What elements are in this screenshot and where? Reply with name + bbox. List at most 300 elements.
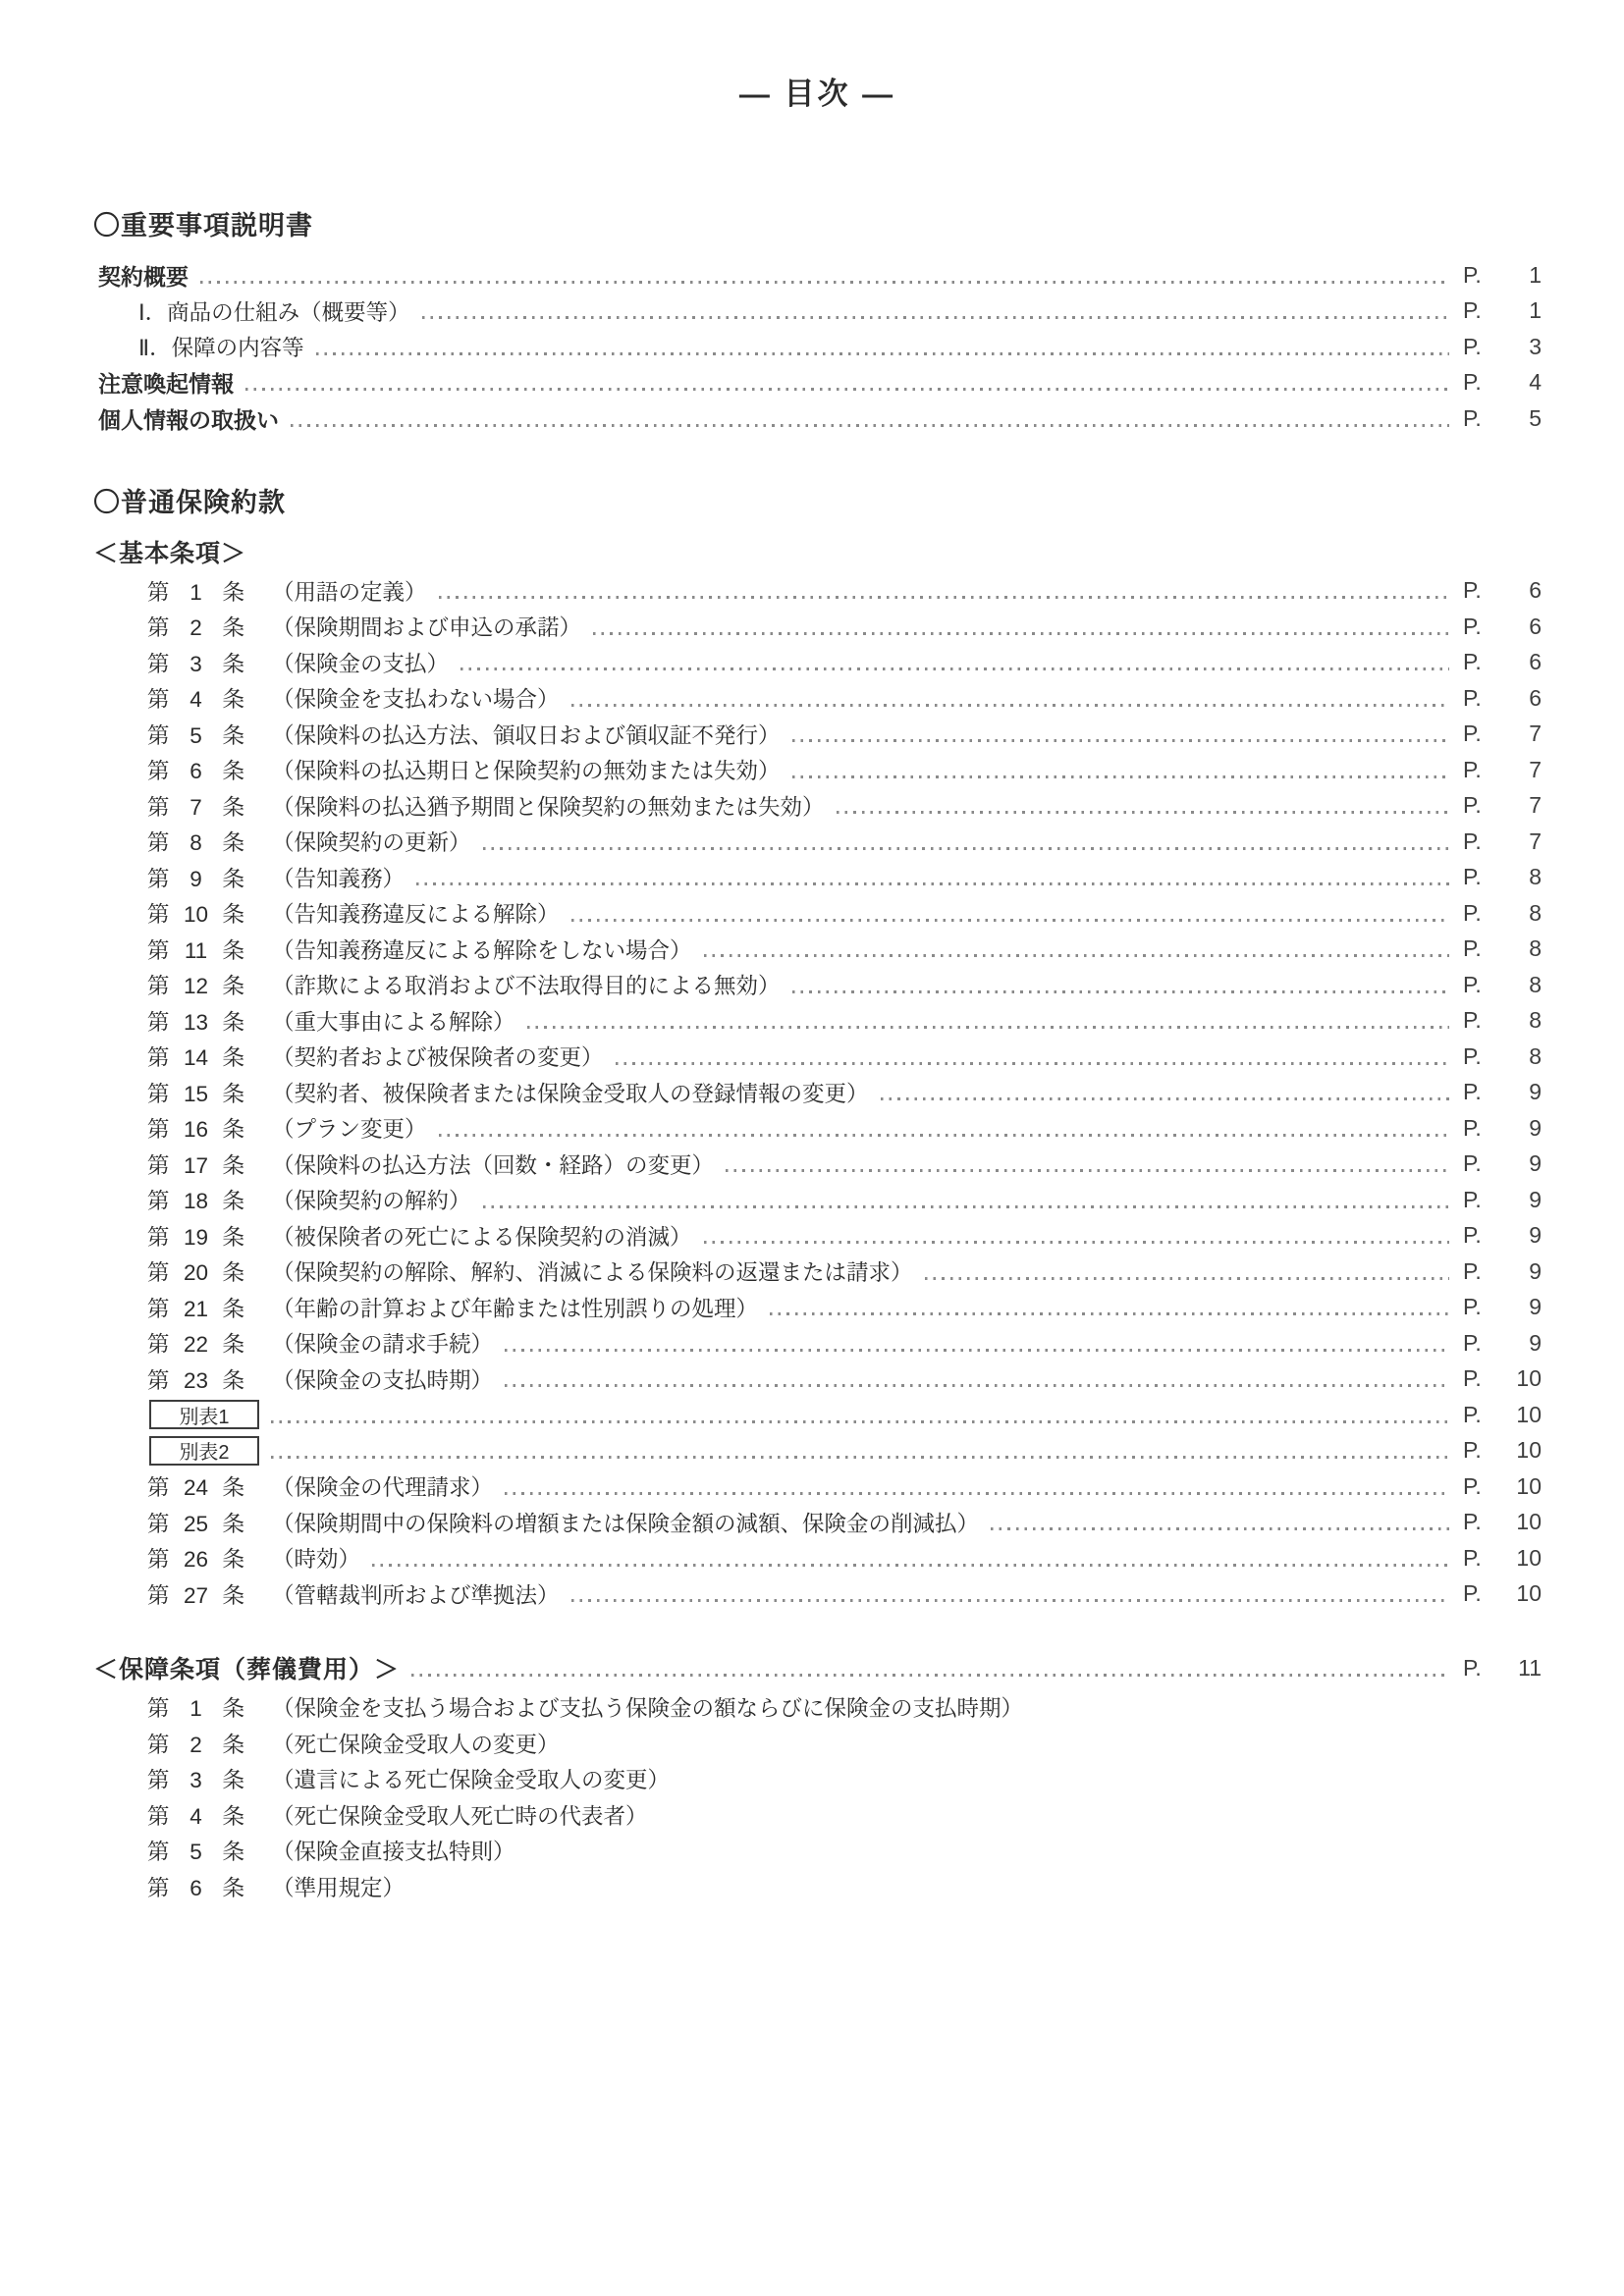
- page-prefix: P.: [1463, 684, 1482, 711]
- article-no-prefix: 第: [147, 759, 170, 784]
- toc-row: [93, 294, 1542, 330]
- leader-dots: [881, 1097, 1449, 1100]
- article-number: 10: [184, 902, 209, 928]
- toc-row: [93, 1869, 1542, 1905]
- page-value: 7: [1529, 792, 1542, 819]
- page-prefix: P.: [1463, 899, 1482, 926]
- leader-dots: [271, 1420, 1449, 1423]
- toc-row-label: 個人情報の取扱い: [98, 406, 279, 433]
- page-number: [1463, 828, 1542, 855]
- article-no-suffix: 条: [222, 1260, 245, 1286]
- toc-row: [93, 824, 1542, 860]
- article-no-prefix: 第: [147, 651, 170, 676]
- article-no-suffix: 条: [222, 794, 245, 820]
- article-no-prefix: 第: [147, 1332, 170, 1358]
- page-value: 10: [1516, 1580, 1542, 1607]
- page-value: 3: [1529, 333, 1542, 359]
- article-number: 3: [189, 651, 202, 676]
- toc-row: [93, 1039, 1542, 1075]
- leader-dots: [460, 667, 1449, 670]
- leader-dots: [439, 1134, 1449, 1137]
- article-no-suffix: 条: [222, 1803, 245, 1829]
- article-label: [147, 897, 560, 929]
- article-title: （保険期間および申込の承諾）: [272, 615, 582, 641]
- toc-row: [93, 400, 1542, 437]
- toc-row: [93, 1290, 1542, 1326]
- page-number: [1463, 1473, 1542, 1500]
- article-title: （管轄裁判所および準拠法）: [272, 1582, 560, 1608]
- article-title: （契約者および被保険者の変更）: [272, 1045, 604, 1071]
- article-no-suffix: 条: [222, 1840, 245, 1865]
- leader-dots: [416, 882, 1449, 885]
- page-prefix: P.: [1463, 756, 1482, 782]
- toc-row-label: Ⅱ．保障の内容等: [138, 336, 304, 361]
- toc-row: [93, 1254, 1542, 1290]
- page-number: [1463, 262, 1542, 289]
- article-number: 14: [184, 1045, 209, 1071]
- page-number: [1463, 369, 1542, 396]
- page-number: [1463, 757, 1542, 783]
- article-no-prefix: 第: [147, 1475, 170, 1501]
- toc-row: [93, 1505, 1542, 1541]
- article-title: （保険料の払込期日と保険契約の無効または失効）: [272, 759, 781, 784]
- article-no-suffix: 条: [222, 1332, 245, 1358]
- page-value: 6: [1529, 684, 1542, 711]
- page-prefix: P.: [1463, 1294, 1482, 1320]
- article-title: （保険金の支払時期）: [272, 1367, 494, 1393]
- page-prefix: P.: [1463, 613, 1482, 639]
- article-label: [147, 1763, 670, 1794]
- toc-row: [93, 895, 1542, 932]
- article-title: （準用規定）: [272, 1875, 406, 1900]
- article-label: [147, 934, 692, 965]
- page-number: [1463, 614, 1542, 640]
- article-no-suffix: 条: [222, 1224, 245, 1250]
- page-value: 8: [1529, 971, 1542, 997]
- article-no-suffix: 条: [222, 866, 245, 891]
- page-value: 6: [1529, 613, 1542, 639]
- leader-dots: [616, 1062, 1449, 1065]
- article-no-prefix: 第: [147, 1367, 170, 1393]
- article-no-prefix: 第: [147, 687, 170, 713]
- section-heading: 〇重要事項説明書: [93, 211, 313, 240]
- leader-dots: [505, 1384, 1449, 1387]
- article-title: （告知義務違反による解除）: [272, 902, 560, 928]
- article-title: （保険金を支払う場合および支払う保険金の額ならびに保険金の支払時期）: [272, 1696, 1024, 1722]
- toc-row: [93, 1362, 1542, 1398]
- page-number: [1463, 1294, 1542, 1320]
- page-number: [1463, 1150, 1542, 1177]
- page-value: 10: [1516, 1472, 1542, 1499]
- page-prefix: P.: [1463, 1257, 1482, 1284]
- article-no-suffix: 条: [222, 1511, 245, 1536]
- page-number: [1463, 972, 1542, 998]
- article-label: [147, 1363, 493, 1395]
- leader-dots: [837, 811, 1449, 814]
- article-label: [147, 719, 781, 750]
- leader-dots: [571, 1599, 1449, 1602]
- leader-dots: [527, 1026, 1449, 1029]
- article-title: （契約者、被保険者または保険金受取人の登録情報の変更）: [272, 1081, 869, 1106]
- article-label: [147, 1292, 758, 1323]
- article-no-prefix: 第: [147, 1511, 170, 1536]
- page-number: [1463, 900, 1542, 927]
- article-no-suffix: 条: [222, 615, 245, 641]
- page-prefix: P.: [1463, 1042, 1482, 1069]
- page-value: 10: [1516, 1509, 1542, 1535]
- toc-row: [93, 1110, 1542, 1147]
- appendix-box: 別表2: [149, 1436, 259, 1466]
- article-no-prefix: 第: [147, 615, 170, 641]
- article-label: [147, 754, 781, 785]
- article-number: 18: [184, 1189, 209, 1214]
- article-no-suffix: 条: [222, 687, 245, 713]
- leader-dots: [726, 1169, 1449, 1172]
- toc-row: [93, 257, 1542, 294]
- section-heading: 〇普通保険約款: [93, 487, 286, 517]
- page-prefix: P.: [1463, 404, 1482, 431]
- article-number: 20: [184, 1260, 209, 1286]
- article-no-prefix: 第: [147, 1840, 170, 1865]
- article-no-prefix: 第: [147, 1768, 170, 1793]
- leader-dots: [372, 1564, 1449, 1567]
- leader-dots: [571, 704, 1449, 707]
- article-label: [147, 1255, 913, 1287]
- page-value: 7: [1529, 828, 1542, 854]
- article-no-suffix: 条: [222, 1696, 245, 1722]
- toc-rows: [93, 1689, 1542, 1904]
- page-number: [1463, 1043, 1542, 1070]
- article-label: [147, 1041, 604, 1072]
- article-no-prefix: 第: [147, 1117, 170, 1143]
- page-number: [1463, 577, 1542, 604]
- article-no-prefix: 第: [147, 1296, 170, 1321]
- toc-row-label: 契約概要: [98, 263, 189, 290]
- page-prefix: P.: [1463, 297, 1482, 324]
- toc-row: [93, 967, 1542, 1003]
- subsection-heading: ＜保障条項（葬儀費用）＞: [93, 1656, 401, 1683]
- page-prefix: P.: [1463, 828, 1482, 854]
- article-number: 4: [189, 687, 202, 713]
- article-no-suffix: 条: [222, 1045, 245, 1071]
- page-value: 9: [1529, 1257, 1542, 1284]
- page-prefix: P.: [1463, 1401, 1482, 1427]
- page-prefix: P.: [1463, 1007, 1482, 1034]
- page-number: [1463, 405, 1542, 432]
- article-label: [147, 1871, 405, 1902]
- toc-row: [93, 1218, 1542, 1255]
- article-number: 9: [189, 866, 202, 891]
- article-no-suffix: 条: [222, 937, 245, 963]
- leader-dots: [505, 1492, 1449, 1495]
- page-prefix: P.: [1463, 577, 1482, 604]
- page-value: 9: [1529, 1114, 1542, 1141]
- page-value: 9: [1529, 1294, 1542, 1320]
- article-label: [147, 647, 449, 678]
- toc-row: [93, 1689, 1542, 1726]
- toc-row: [93, 1761, 1542, 1797]
- leader-dots: [792, 990, 1449, 993]
- article-title: （保険料の払込方法（回数・経路）の変更）: [272, 1152, 715, 1178]
- article-label: [147, 575, 427, 607]
- leader-dots: [483, 1205, 1449, 1208]
- article-number: 4: [189, 1803, 202, 1829]
- article-no-suffix: 条: [222, 1081, 245, 1106]
- article-number: 24: [184, 1475, 209, 1501]
- article-title: （告知義務）: [272, 866, 406, 891]
- article-title: （重大事由による解除）: [272, 1009, 515, 1035]
- page-number: [1463, 1365, 1542, 1392]
- toc-row: [93, 752, 1542, 788]
- toc-row: [93, 1576, 1542, 1613]
- article-no-suffix: 条: [222, 1367, 245, 1393]
- page-prefix: P.: [1463, 1079, 1482, 1105]
- page-prefix: P.: [1463, 1580, 1482, 1607]
- article-no-suffix: 条: [222, 1296, 245, 1321]
- article-number: 2: [189, 1732, 202, 1757]
- page-number: [1463, 685, 1542, 712]
- article-no-prefix: 第: [147, 1189, 170, 1214]
- article-no-prefix: 第: [147, 1803, 170, 1829]
- toc-row: [93, 1325, 1542, 1362]
- page-prefix: P.: [1463, 1114, 1482, 1141]
- article-no-prefix: 第: [147, 1045, 170, 1071]
- article-title: （保険契約の更新）: [272, 830, 471, 856]
- article-number: 19: [184, 1224, 209, 1250]
- article-number: 21: [184, 1296, 209, 1321]
- article-number: 15: [184, 1081, 209, 1106]
- leader-dots: [792, 775, 1449, 778]
- toc-row: [93, 932, 1542, 968]
- toc-row: [93, 788, 1542, 825]
- page-prefix: P.: [1463, 1509, 1482, 1535]
- article-no-prefix: 第: [147, 937, 170, 963]
- article-no-suffix: 条: [222, 1582, 245, 1608]
- article-no-prefix: 第: [147, 579, 170, 605]
- page-number: [1463, 1655, 1542, 1682]
- article-label: [147, 1578, 560, 1610]
- article-number: 27: [184, 1582, 209, 1608]
- article-no-suffix: 条: [222, 1009, 245, 1035]
- toc-row: [93, 329, 1542, 365]
- page-value: 10: [1516, 1365, 1542, 1392]
- article-number: 12: [184, 974, 209, 999]
- article-label: [147, 611, 581, 642]
- article-label: [147, 1542, 360, 1574]
- page-number: [1463, 1258, 1542, 1285]
- page-prefix: P.: [1463, 935, 1482, 962]
- article-no-prefix: 第: [147, 1009, 170, 1035]
- page-number: [1463, 1402, 1542, 1428]
- page-value: 9: [1529, 1186, 1542, 1212]
- article-number: 17: [184, 1152, 209, 1178]
- page-value: 8: [1529, 1007, 1542, 1034]
- leader-dots: [483, 847, 1449, 850]
- toc-row: [93, 645, 1542, 681]
- page-value: 9: [1529, 1222, 1542, 1249]
- leader-dots: [271, 1456, 1449, 1459]
- article-no-prefix: 第: [147, 1224, 170, 1250]
- article-label: [147, 1799, 648, 1831]
- leader-dots: [200, 281, 1449, 284]
- page-value: 1: [1529, 297, 1542, 324]
- article-no-prefix: 第: [147, 1696, 170, 1722]
- subsection-heading-row: [93, 1650, 1542, 1685]
- article-number: 23: [184, 1367, 209, 1393]
- page-prefix: P.: [1463, 1472, 1482, 1499]
- toc-row: [93, 1833, 1542, 1869]
- article-label: [147, 1220, 692, 1252]
- article-title: （時効）: [272, 1547, 361, 1573]
- article-title: （保険契約の解約）: [272, 1189, 471, 1214]
- article-no-suffix: 条: [222, 1547, 245, 1573]
- page-number: [1463, 1115, 1542, 1142]
- article-no-suffix: 条: [222, 579, 245, 605]
- article-no-prefix: 第: [147, 794, 170, 820]
- page-number: [1463, 721, 1542, 747]
- article-no-prefix: 第: [147, 1582, 170, 1608]
- page-value: 10: [1516, 1544, 1542, 1571]
- article-label: [147, 1728, 560, 1759]
- page-value: 4: [1529, 369, 1542, 396]
- article-no-prefix: 第: [147, 1081, 170, 1106]
- article-number: 25: [184, 1511, 209, 1536]
- article-title: （死亡保険金受取人死亡時の代表者）: [272, 1803, 648, 1829]
- page-prefix: P.: [1463, 864, 1482, 890]
- toc-row: [93, 609, 1542, 645]
- page-prefix: P.: [1463, 1437, 1482, 1464]
- article-number: 16: [184, 1117, 209, 1143]
- page-value: 7: [1529, 721, 1542, 747]
- page-value: 6: [1529, 577, 1542, 604]
- toc-row: [93, 573, 1542, 610]
- page-number: [1463, 297, 1542, 324]
- toc-rows: [93, 573, 1542, 1613]
- page-value: 8: [1529, 864, 1542, 890]
- page-value: 11: [1518, 1654, 1542, 1681]
- article-label: [147, 862, 405, 893]
- article-no-suffix: 条: [222, 722, 245, 748]
- article-title: （年齢の計算および年齢または性別誤りの処理）: [272, 1296, 759, 1321]
- article-number: 8: [189, 830, 202, 856]
- article-title: （プラン変更）: [272, 1117, 427, 1143]
- page-prefix: P.: [1463, 649, 1482, 675]
- article-label: [147, 969, 781, 1000]
- article-no-suffix: 条: [222, 759, 245, 784]
- page-value: 8: [1529, 899, 1542, 926]
- article-label: [147, 682, 560, 714]
- article-no-prefix: 第: [147, 1732, 170, 1757]
- article-number: 3: [189, 1768, 202, 1793]
- page-prefix: P.: [1463, 1186, 1482, 1212]
- page-value: 9: [1529, 1329, 1542, 1356]
- leader-dots: [704, 954, 1449, 957]
- page-prefix: P.: [1463, 1544, 1482, 1571]
- page-prefix: P.: [1463, 1329, 1482, 1356]
- toc-row: [93, 1433, 1542, 1469]
- page-number: [1463, 334, 1542, 360]
- page-value: 9: [1529, 1079, 1542, 1105]
- article-no-suffix: 条: [222, 1152, 245, 1178]
- article-title: （保険金直接支払特則）: [272, 1840, 515, 1865]
- toc-row: [93, 1182, 1542, 1218]
- article-number: 2: [189, 615, 202, 641]
- article-no-suffix: 条: [222, 651, 245, 676]
- article-label: [147, 1112, 427, 1144]
- article-no-prefix: 第: [147, 1875, 170, 1900]
- article-number: 7: [189, 794, 202, 820]
- article-no-prefix: 第: [147, 722, 170, 748]
- toc-row: [93, 1397, 1542, 1433]
- page-value: 7: [1529, 756, 1542, 782]
- article-number: 5: [189, 1840, 202, 1865]
- leader-dots: [245, 388, 1449, 391]
- toc-row-label: 注意喚起情報: [98, 371, 234, 398]
- article-no-suffix: 条: [222, 902, 245, 928]
- article-no-prefix: 第: [147, 902, 170, 928]
- toc-row: [93, 1003, 1542, 1040]
- article-title: （保険契約の解除、解約、消滅による保険料の返還または請求）: [272, 1260, 913, 1286]
- article-title: （保険金の支払）: [272, 651, 450, 676]
- article-number: 1: [189, 579, 202, 605]
- article-title: （告知義務違反による解除をしない場合）: [272, 937, 692, 963]
- toc-row: [93, 1468, 1542, 1505]
- leader-dots: [571, 919, 1449, 922]
- page-prefix: P.: [1463, 261, 1482, 288]
- article-no-prefix: 第: [147, 1547, 170, 1573]
- page-prefix: P.: [1463, 369, 1482, 396]
- article-number: 13: [184, 1009, 209, 1035]
- leader-dots: [925, 1277, 1449, 1280]
- leader-dots: [505, 1349, 1449, 1352]
- page-prefix: P.: [1463, 1150, 1482, 1177]
- article-title: （保険金の請求手続）: [272, 1332, 494, 1358]
- page-number: [1463, 935, 1542, 962]
- page-number: [1463, 1580, 1542, 1607]
- article-title: （保険期間中の保険料の増額または保険金額の減額、保険金の削減払）: [272, 1511, 980, 1536]
- page-title: — 目次 —: [738, 77, 896, 111]
- leader-dots: [422, 316, 1449, 319]
- leader-dots: [792, 739, 1449, 742]
- article-no-suffix: 条: [222, 1117, 245, 1143]
- toc-row: [93, 1797, 1542, 1834]
- page-number: [1463, 649, 1542, 675]
- article-label: [147, 1470, 493, 1502]
- page-value: 8: [1529, 1042, 1542, 1069]
- article-no-prefix: 第: [147, 974, 170, 999]
- article-no-prefix: 第: [147, 866, 170, 891]
- article-number: 1: [189, 1696, 202, 1722]
- article-no-suffix: 条: [222, 1768, 245, 1793]
- leader-dots: [991, 1527, 1449, 1530]
- article-no-suffix: 条: [222, 1189, 245, 1214]
- page-value: 8: [1529, 935, 1542, 962]
- article-label: [147, 1327, 493, 1359]
- article-title: （保険料の払込方法、領収日および領収証不発行）: [272, 722, 781, 748]
- page-number: [1463, 1187, 1542, 1213]
- article-label: [147, 1507, 979, 1538]
- page-number: [1463, 1437, 1542, 1464]
- toc-row: [93, 1147, 1542, 1183]
- page-prefix: P.: [1463, 1365, 1482, 1392]
- article-no-suffix: 条: [222, 1732, 245, 1757]
- article-title: （死亡保険金受取人の変更）: [272, 1732, 560, 1757]
- article-label: [147, 1077, 869, 1108]
- page-number: [1463, 1330, 1542, 1357]
- article-number: 6: [189, 759, 202, 784]
- page-value: 6: [1529, 649, 1542, 675]
- page-number: [1463, 792, 1542, 819]
